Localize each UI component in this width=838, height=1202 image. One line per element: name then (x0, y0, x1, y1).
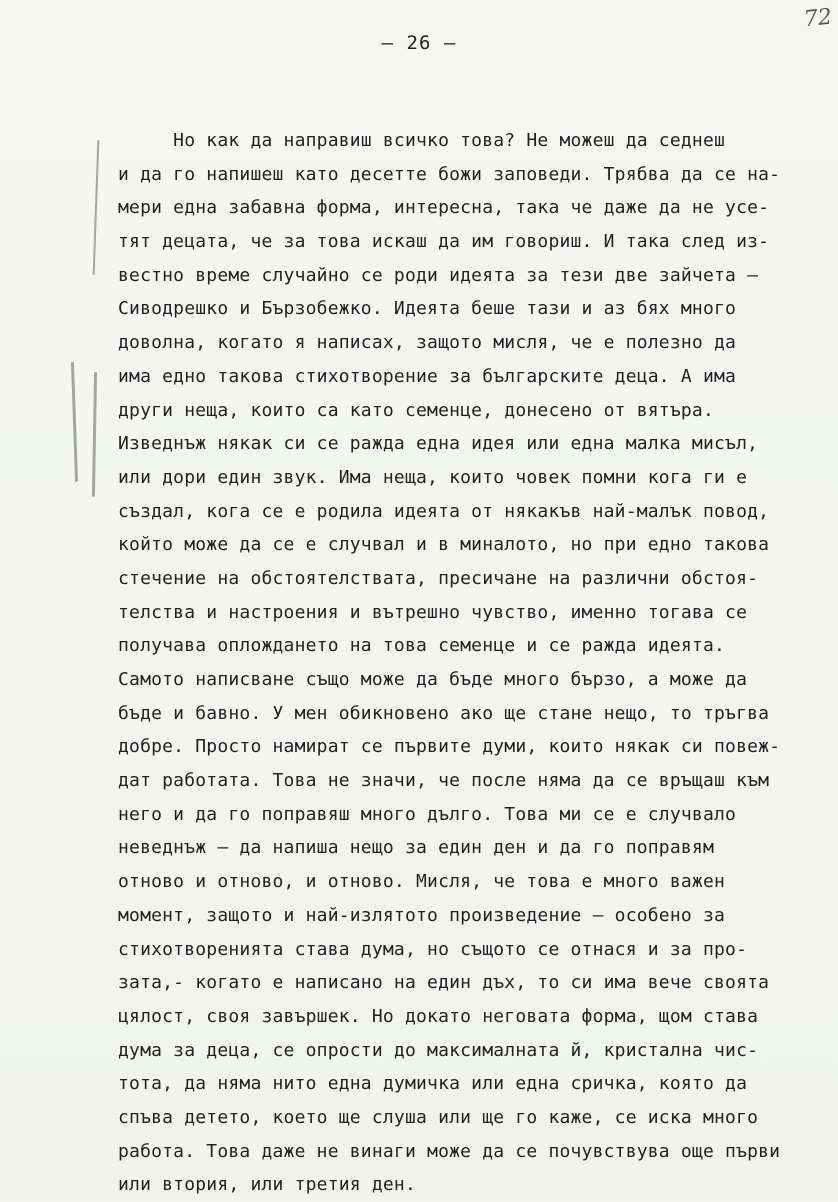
text-line: Сиводрешко и Бързобежко. Идеята беше тази и аз бях много (118, 298, 737, 320)
text-line: работа. Това даже не винаги може да се почувствува още първи (118, 1140, 781, 1162)
text-line: Но как да направиш всичко това? Не можеш да седнеш (118, 130, 726, 151)
text-line: и да го напишеш като десетте божи заповеди. Трябва да се на- (118, 163, 781, 185)
text-line: дат работата. Това не значи, че после няма да се връщаш към (118, 770, 770, 792)
text-line: създал, кога се е родила идеята от някакъв най-малък повод, (118, 500, 770, 522)
text-line: цялост, своя завършек. Но докато неговата форма, щом става (118, 1005, 759, 1027)
pencil-margin-mark (93, 140, 100, 275)
text-line: тота, да няма нито една думичка или една сричка, която да (118, 1073, 748, 1095)
text-line: стечение на обстоятелствата, пресичане на различни обстоя- (118, 567, 759, 589)
pencil-margin-mark (92, 372, 97, 497)
text-line: отново и отново, и отново. Мисля, че това е много важен (118, 871, 726, 893)
text-line: Самото написване също може да бъде много бързо, а може да (118, 669, 748, 690)
text-line: стихотворенията става дума, но същото се отнася и за про- (118, 938, 748, 960)
text-line: бъде и бавно. У мен обикновено ако ще стане нещо, то тръгва (118, 702, 770, 724)
text-line: или втория, или третия ден. (118, 1174, 416, 1196)
text-line: момент, защото и най-излятото произведение – особено за (118, 904, 726, 926)
body-text (118, 124, 838, 1202)
text-line: мери една забавна форма, интересна, така че даже да не усе- (118, 197, 770, 219)
handwritten-page-number: 72 (802, 4, 834, 33)
text-line: неведнъж – да напиша нещо за един ден и да го поправям (118, 837, 714, 859)
text-line: вестно време случайно се роди идеята за тези две зайчета – (118, 264, 759, 286)
text-line: добре. Просто намират се първите думи, които някак си повеж- (118, 736, 781, 758)
text-line: зата,- когато е написано на един дъх, то си има вече своята (118, 972, 770, 994)
text-line: Изведнъж някак си се ражда една идея или една малка мисъл, (118, 433, 759, 455)
page-number: – 26 – (381, 32, 457, 54)
pencil-margin-mark (71, 362, 78, 482)
text-line: дума за деца, се опрости до максималната й, кристална чис- (118, 1039, 759, 1061)
text-line: телства и настроения и вътрешно чувство, именно тогава се (118, 601, 748, 623)
text-line: него и да го поправяш много дълго. Това ми се е случвало (118, 803, 737, 825)
text-line: тят децата, че за това искаш да им говориш. И така след из- (118, 231, 770, 253)
text-line: има едно такова стихотворение за българските деца. А има (118, 365, 737, 387)
text-line: спъва детето, което ще слуша или ще го каже, се иска много (118, 1106, 759, 1128)
text-line: който може да се е случвал и в миналото, но при едно такова (118, 534, 770, 556)
text-line: други неща, които са като семенце, донесено от вятъра. (118, 399, 714, 421)
text-line: получава оплождането на това семенце и се ражда идеята. (118, 635, 726, 657)
text-line: доволна, когато я написах, защото мисля, че е полезно да (118, 332, 737, 354)
text-line: или дори един звук. Има неща, които човек помни кога ги е (118, 466, 748, 488)
